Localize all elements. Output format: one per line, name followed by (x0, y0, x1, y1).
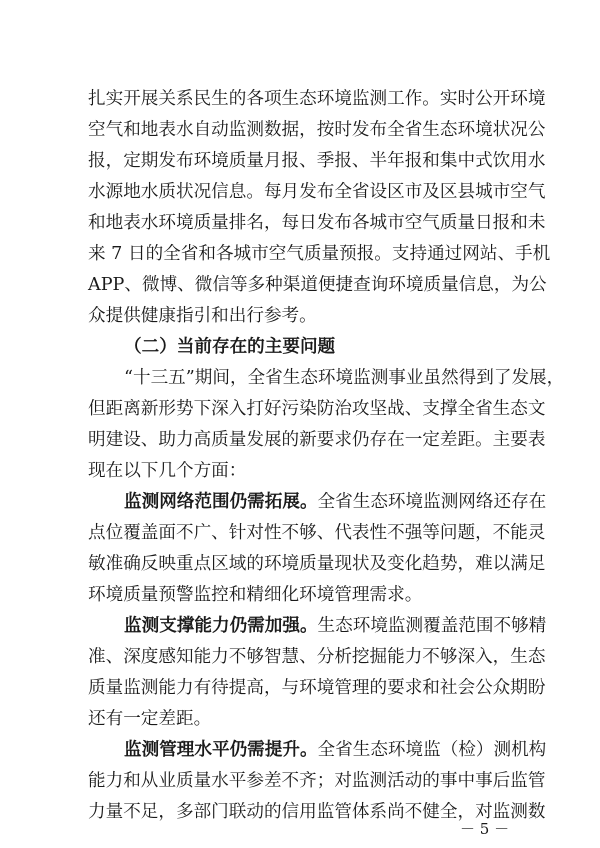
para3-first-line (124, 487, 547, 517)
para1-line: APP、微博、微信等多种渠道便捷查询环境质量信息，为公 (88, 275, 547, 295)
para2-line: 现在以下几个方面： (88, 461, 247, 481)
para5-bold-lead: 监测管理水平仍需提升。 (124, 740, 318, 760)
para5-line: 力量不足，多部门联动的信用监管体系尚不健全，对监测数 (88, 802, 546, 822)
para3-bold-lead: 监测网络范围仍需拓展。 (124, 492, 318, 512)
para1-line: 来 7 日的全省和各城市空气质量预报。支持通过网站、手机 (88, 244, 551, 264)
para5-first-rest: 全省生态环境监（检）测机构 (317, 740, 547, 760)
para4-line: 质量监测能力有待提高，与环境管理的要求和社会公众期盼 (88, 678, 546, 698)
para3-line: 点位覆盖面不广、针对性不够、代表性不强等问题，不能灵 (88, 523, 546, 543)
para4-first-rest: 生态环境监测覆盖范围不够精 (317, 616, 547, 636)
para5-first-line (124, 735, 547, 765)
para5-line: 能力和从业质量水平参差不齐；对监测活动的事中事后监管 (88, 771, 546, 791)
page-number: － 5 － (460, 820, 510, 838)
para3-line: 敏准确反映重点区域的环境质量现状及变化趋势，难以满足 (88, 554, 546, 574)
para1-line: 众提供健康指引和出行参考。 (88, 306, 317, 326)
para4-first-line (124, 611, 547, 641)
para1-line: 报，定期发布环境质量月报、季报、半年报和集中式饮用水 (88, 151, 546, 171)
para2-line: 但距离新形势下深入打好污染防治攻坚战、支撑全省生态文 (88, 399, 546, 419)
para4-bold-lead: 监测支撑能力仍需加强。 (124, 616, 318, 636)
para2-line: 明建设、助力高质量发展的新要求仍存在一定差距。主要表 (88, 430, 546, 450)
para3-first-rest: 全省生态环境监测网络还存在 (317, 492, 547, 512)
para1-line: 水源地水质状况信息。每月发布全省设区市及区县城市空气 (88, 182, 546, 202)
para1-line: 扎实开展关系民生的各项生态环境监测工作。实时公开环境 (88, 89, 546, 109)
para4-line: 还有一定差距。 (88, 709, 212, 729)
para4-line: 准、深度感知能力不够智慧、分析挖掘能力不够深入，生态 (88, 647, 546, 667)
section-heading: （二）当前存在的主要问题 (124, 337, 336, 357)
para1-line: 和地表水环境质量排名，每日发布各城市空气质量日报和未 (88, 213, 546, 233)
para3-line: 环境质量预警监控和精细化环境管理需求。 (88, 585, 423, 605)
para2-line: “十三五”期间，全省生态环境监测事业虽然得到了发展， (124, 368, 565, 388)
para1-line: 空气和地表水自动监测数据，按时发布全省生态环境状况公 (88, 120, 546, 140)
